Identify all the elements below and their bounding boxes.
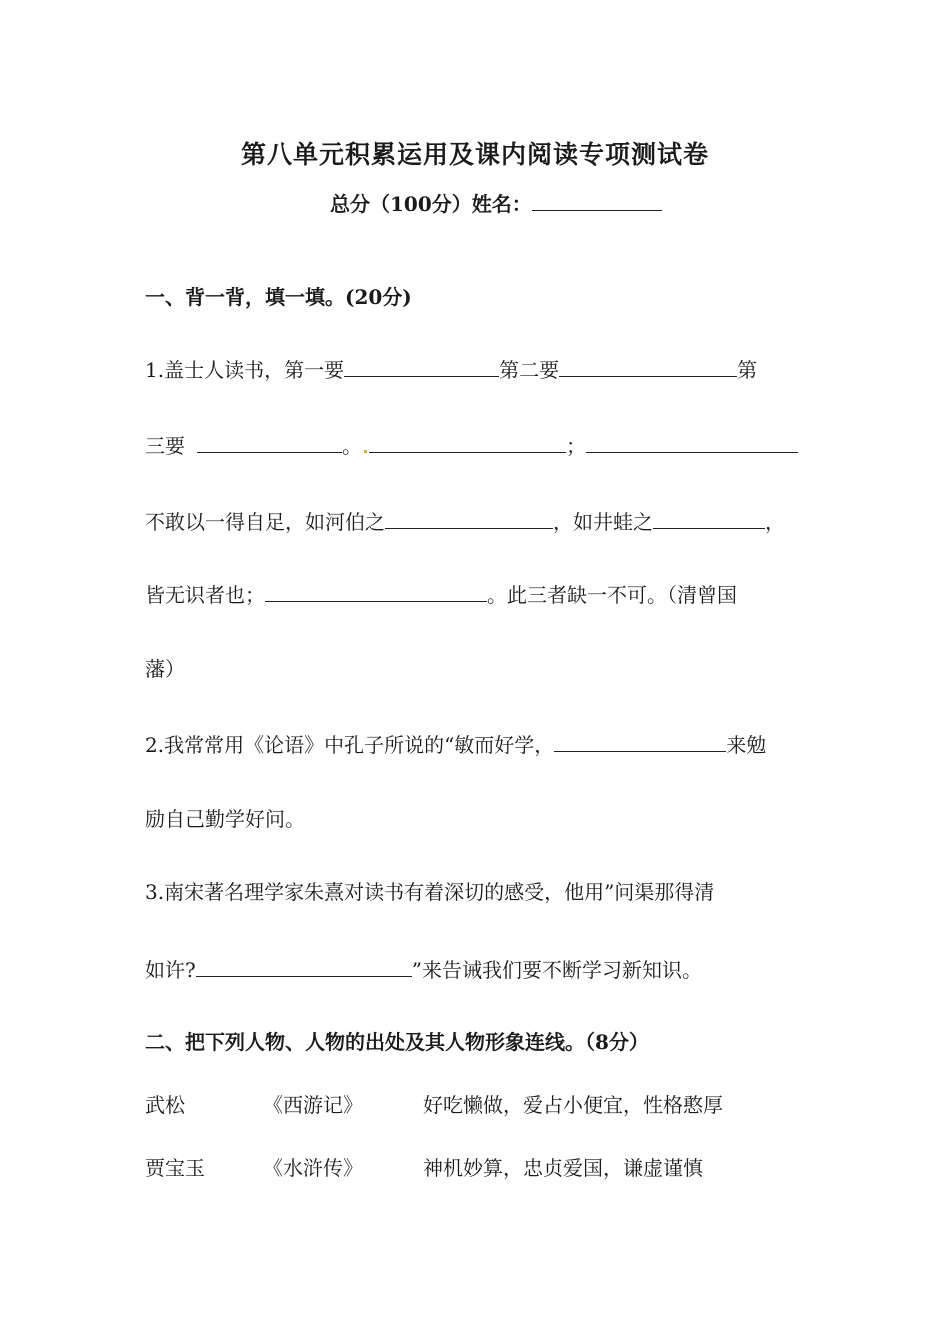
- q3-text-b: ”来告诫我们要不断学习新知识。: [411, 958, 702, 982]
- score-and-name-line: [330, 188, 662, 217]
- q1-line5: 藩）: [145, 657, 185, 681]
- q1-text-l: ；: [245, 583, 265, 607]
- page-title: 第八单元积累运用及课内阅读专项测试卷: [240, 140, 709, 169]
- character-trait[interactable]: 神机妙算，忠贞爱国，谦虚谨慎: [423, 1156, 703, 1180]
- q1-blank-4[interactable]: [369, 431, 566, 453]
- match-row: [0, 1089, 950, 1119]
- q1-line3: [145, 506, 785, 535]
- q2-blank-1[interactable]: [554, 730, 726, 752]
- source-book[interactable]: 《西游记》: [263, 1093, 363, 1117]
- marker-dot: [364, 450, 367, 453]
- q3-line1: 3.南宋著名理学家朱熹对读书有着深切的感受，他用”问渠那得清: [145, 880, 715, 904]
- q2-line2: 励自己勤学好问。: [145, 807, 305, 831]
- q1-line1: [145, 354, 757, 383]
- q1-text-g: 不敢以一得自足，如河伯之: [145, 510, 385, 534]
- person[interactable]: 贾宝玉: [145, 1156, 205, 1180]
- q1-text-a: 1.盖士人读书，第一要: [145, 358, 345, 382]
- q1-text-d: 三要: [145, 434, 185, 458]
- match-row: [0, 1152, 950, 1182]
- q1-blank-5[interactable]: [586, 431, 798, 453]
- section2-heading: 二、把下列人物、人物的出处及其人物形象连线。（8分）: [145, 1030, 649, 1054]
- q2-text-b: 来勉: [726, 733, 767, 757]
- q1-blank-1[interactable]: [344, 355, 499, 377]
- q1-blank-3[interactable]: [197, 431, 342, 453]
- q1-text-b: 第二要: [499, 358, 560, 382]
- q1-text-m: 。: [487, 583, 507, 607]
- q3-text-a: 如许?: [145, 958, 196, 982]
- q1-text-h: ，: [553, 510, 573, 534]
- q3-blank-1[interactable]: [196, 955, 412, 977]
- q1-text-j: ，: [765, 510, 785, 534]
- q1-blank-7[interactable]: [653, 507, 765, 529]
- q1-text-e: 。: [342, 434, 362, 458]
- source-book[interactable]: 《水浒传》: [263, 1156, 363, 1180]
- q2-line1: [145, 729, 766, 758]
- character-trait[interactable]: 好吃懒做，爱占小便宜，性格憨厚: [423, 1093, 723, 1117]
- q1-text-f: ；: [566, 434, 586, 458]
- q1-line4: [145, 579, 737, 608]
- q2-text-a: 2.我常常用《论语》中孔子所说的“敏而好学，: [145, 733, 555, 757]
- q1-text-n: 此三者缺一不可。（清曾国: [507, 583, 737, 607]
- q1-text-c: 第: [737, 358, 758, 382]
- q1-blank-2[interactable]: [559, 355, 737, 377]
- q1-text-k: 皆无识者也: [145, 583, 245, 607]
- person[interactable]: 武松: [145, 1093, 185, 1117]
- q1-text-i: 如井蛙之: [573, 510, 653, 534]
- q1-blank-8[interactable]: [265, 580, 487, 602]
- q3-line2: [145, 954, 702, 983]
- section1-heading: 一、背一背，填一填。(20分): [145, 285, 412, 309]
- q1-blank-6[interactable]: [385, 507, 553, 529]
- score-name-label: 总分（100分）姓名：: [330, 192, 532, 216]
- name-blank[interactable]: [532, 189, 662, 211]
- q1-line2: [145, 430, 798, 459]
